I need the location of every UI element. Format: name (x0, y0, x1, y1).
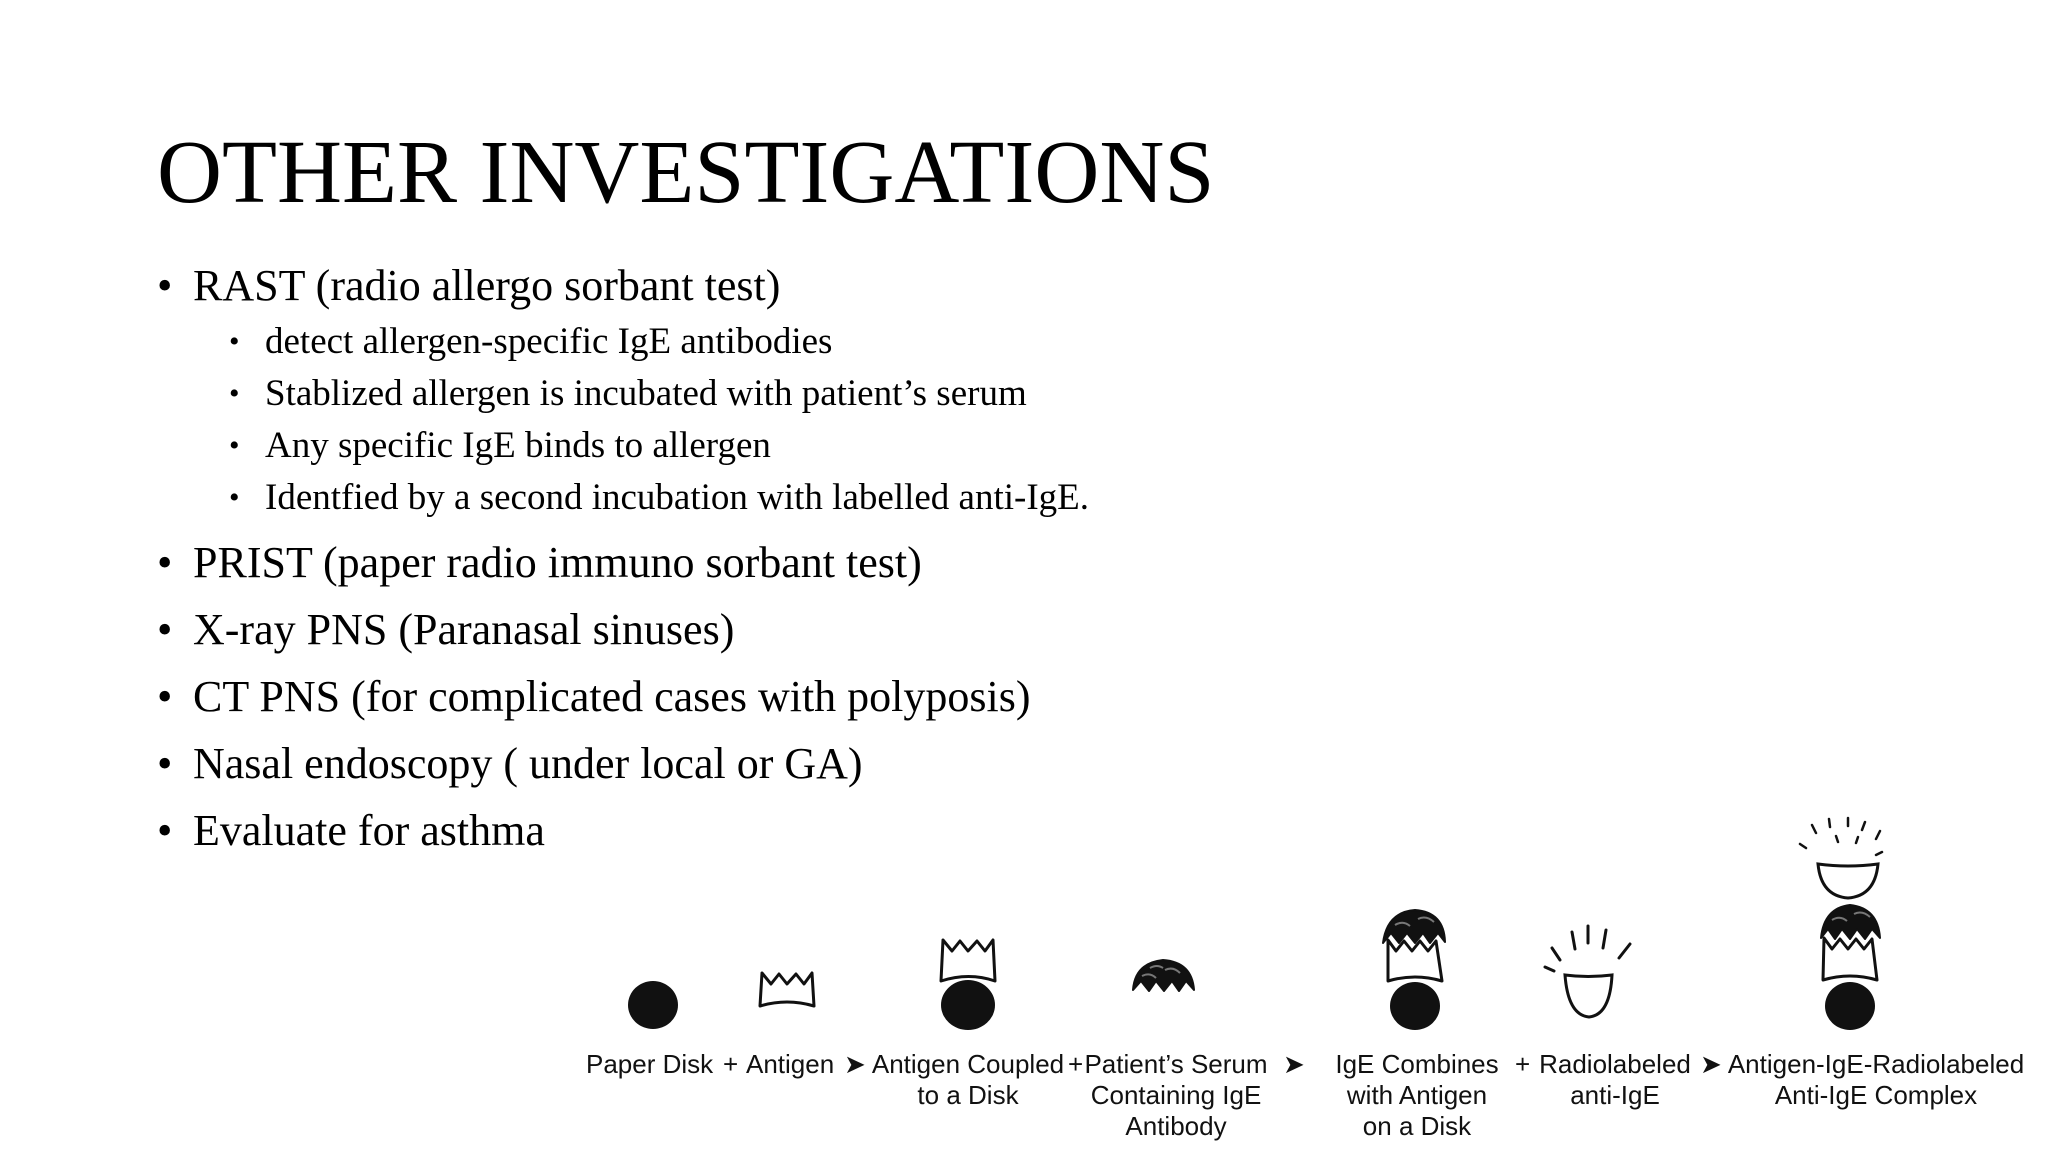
ige-antigen-disk-icon (1383, 910, 1445, 1030)
arrow-icon: ➤ (1700, 1049, 1722, 1079)
caption-ige-combines-line2: with Antigen (1346, 1080, 1488, 1110)
bullet-item-prist: • PRIST (paper radio immuno sorbant test) (157, 535, 1257, 591)
caption-serum-line2: Containing IgE (1090, 1080, 1262, 1110)
bullet-item-endoscopy: • Nasal endoscopy ( under local or GA) (157, 736, 1257, 792)
diagram-captions (586, 1049, 2024, 1141)
plus-sign: + (723, 1049, 739, 1079)
caption-antigen: Antigen (746, 1049, 835, 1079)
rast-diagram (560, 800, 2048, 1152)
sub-bullet-list (193, 316, 1257, 524)
bullet-item-rast (157, 258, 1257, 524)
sub-bullet-item: • Identfied by a second incubation with labelled anti-IgE. (193, 472, 1257, 524)
caption-paper-disk: Paper Disk (586, 1049, 714, 1079)
caption-complex-line2: Anti-IgE Complex (1774, 1080, 1978, 1110)
sub-bullet-item: • Any specific IgE binds to allergen (193, 420, 1257, 472)
caption-radiolabeled-line1: Radiolabeled (1539, 1049, 1691, 1079)
caption-antigen-coupled-line2: to a Disk (917, 1080, 1019, 1110)
antigen-coupled-disk-icon (941, 940, 995, 1030)
caption-serum-line1: Patient’s Serum (1084, 1049, 1268, 1079)
antigen-ige-complex-icon (1800, 818, 1882, 1030)
ige-antibody-icon (1133, 960, 1194, 991)
antigen-icon (760, 973, 814, 1006)
plus-sign: + (1068, 1049, 1084, 1079)
plus-sign: + (1515, 1049, 1531, 1079)
arrow-icon: ➤ (844, 1049, 866, 1079)
caption-complex-line1: Antigen-IgE-Radiolabeled (1727, 1049, 2025, 1079)
paper-disk-icon (628, 981, 678, 1029)
caption-ige-combines-line3: on a Disk (1362, 1111, 1472, 1141)
arrow-icon: ➤ (1283, 1049, 1305, 1079)
bullet-item-asthma: • Evaluate for asthma (157, 803, 1257, 859)
caption-radiolabeled-line2: anti-IgE (1570, 1080, 1660, 1110)
sub-bullet-item: • Stablized allergen is incubated with patient’s serum (193, 368, 1257, 420)
radiolabeled-anti-ige-icon (1545, 926, 1630, 1017)
slide-title: OTHER INVESTIGATIONS (157, 123, 1215, 222)
bullet-list (157, 258, 1257, 870)
bullet-item-ct: • CT PNS (for complicated cases with polyposis) (157, 669, 1257, 725)
sub-bullet-item: • detect allergen-specific IgE antibodies (193, 316, 1257, 368)
bullet-item-xray: • X-ray PNS (Paranasal sinuses) (157, 602, 1257, 658)
caption-serum-line3: Antibody (1125, 1111, 1227, 1141)
caption-ige-combines-line1: IgE Combines (1335, 1049, 1499, 1079)
caption-antigen-coupled-line1: Antigen Coupled (871, 1049, 1065, 1079)
bullet-text: RAST (radio allergo sorbant test) (193, 261, 781, 310)
rast-diagram-illustration (560, 800, 2048, 1152)
